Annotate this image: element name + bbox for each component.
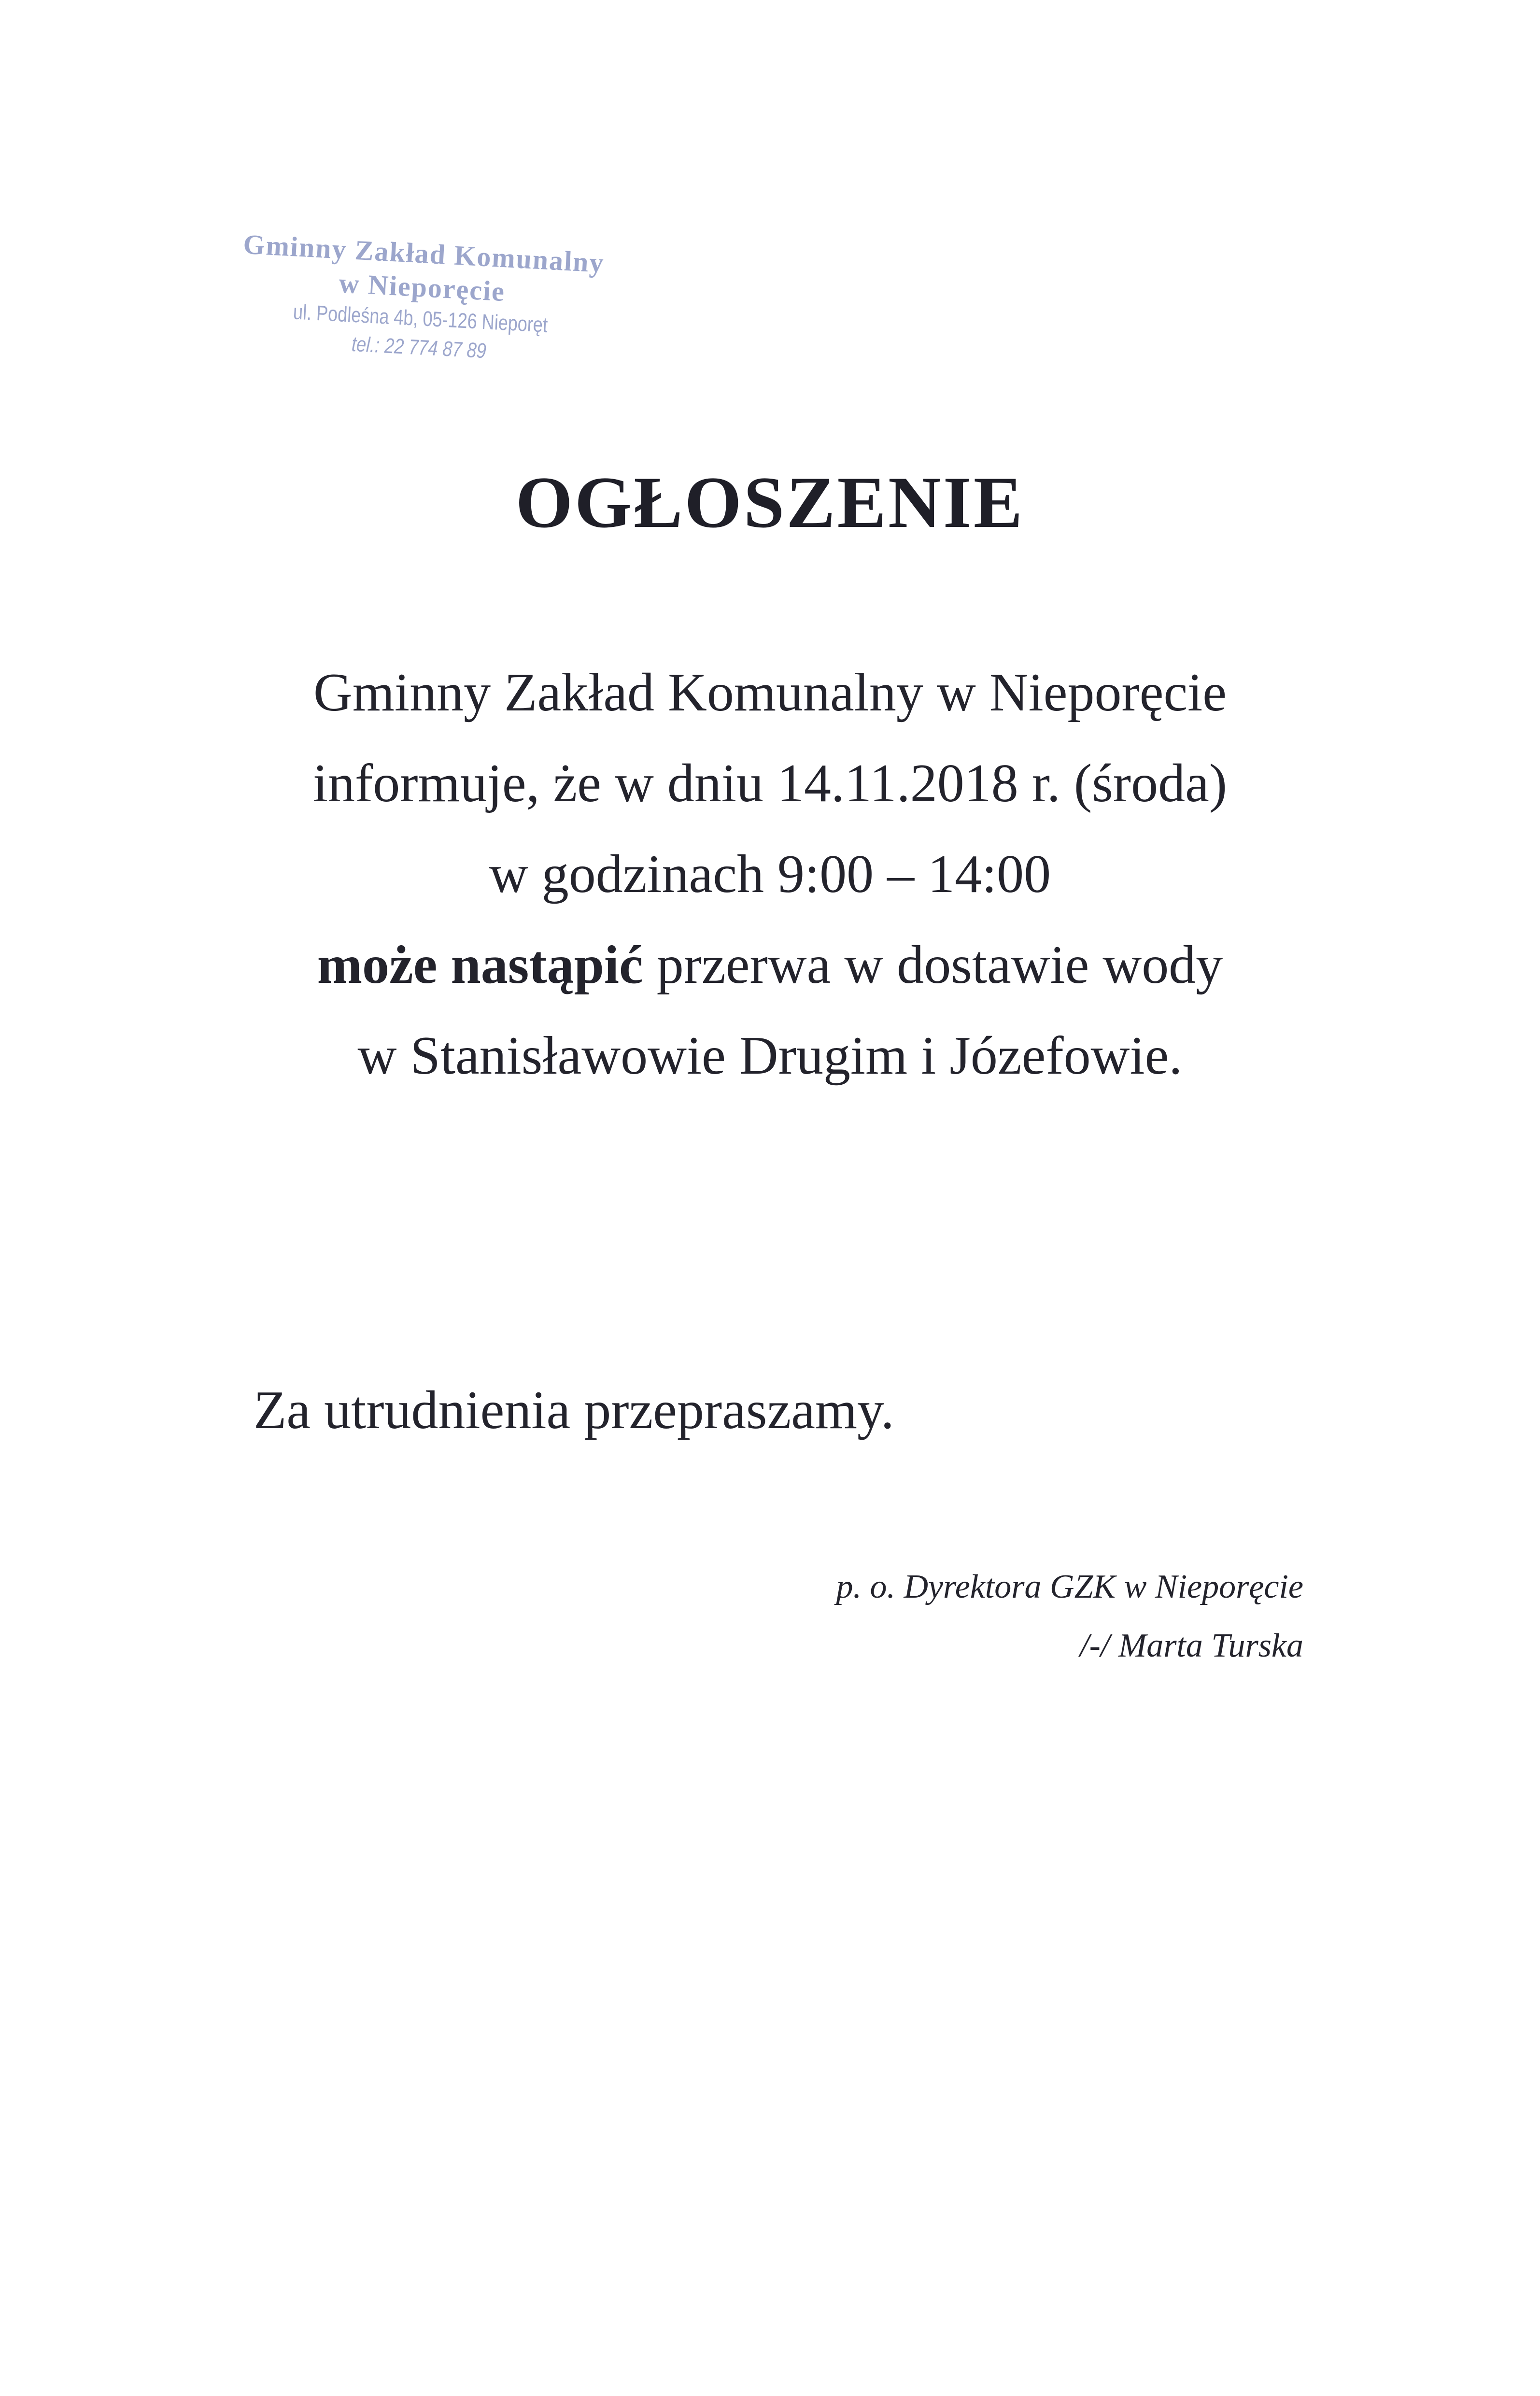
body-line-4 bbox=[0, 920, 1540, 1010]
body-line-5: w Stanisławowie Drugim i Józefowie. bbox=[357, 1026, 1183, 1086]
signature-name: /-/ Marta Turska bbox=[1080, 1627, 1303, 1664]
company-stamp bbox=[227, 227, 613, 420]
signature-block bbox=[836, 1558, 1303, 1675]
announcement-title: OGŁOSZENIE bbox=[515, 462, 1025, 543]
apology-text: Za utrudnienia przepraszamy. bbox=[254, 1380, 894, 1440]
body-line-2: informuje, że w dniu 14.11.2018 r. (środa) bbox=[312, 753, 1228, 813]
body-line-1: Gminny Zakład Komunalny w Nieporęcie bbox=[313, 663, 1227, 723]
announcement-body bbox=[0, 647, 1540, 1101]
stamp-line-address: ul. Podleśna 4b, 05-126 Nieporęt bbox=[292, 300, 549, 337]
stamp-line-name: Gminny Zakład Komunalny bbox=[242, 228, 606, 279]
body-line-4-rest: przerwa w dostawie wody bbox=[643, 935, 1223, 995]
signature-position: p. o. Dyrektora GZK w Nieporęcie bbox=[836, 1568, 1303, 1605]
stamp-line-phone: tel.: 22 774 87 89 bbox=[351, 332, 487, 363]
body-line-4-emphasis: może nastąpić bbox=[317, 935, 643, 995]
stamp-line-location: w Nieporęcie bbox=[338, 267, 506, 308]
body-line-3: w godzinach 9:00 – 14:00 bbox=[489, 844, 1051, 904]
